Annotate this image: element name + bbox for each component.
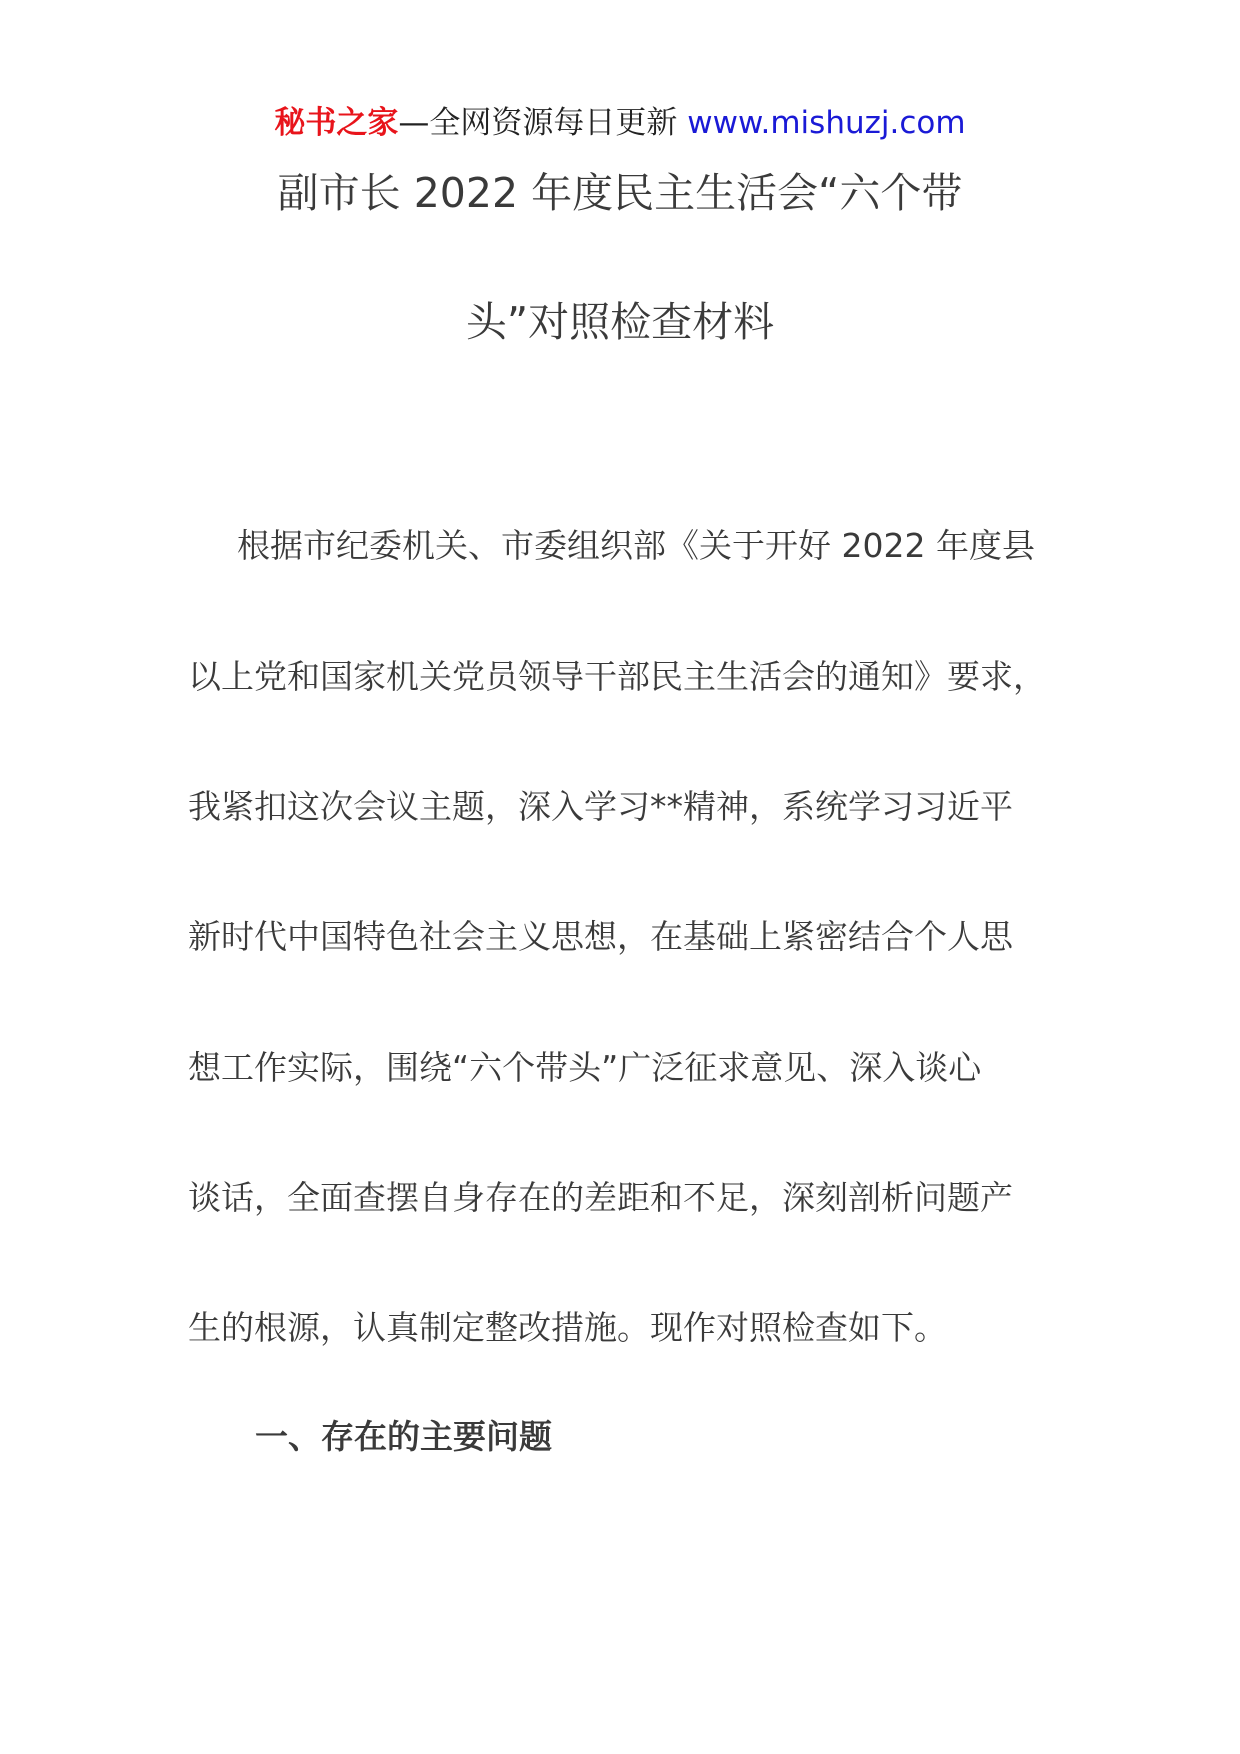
site-brand: 秘书之家 (274, 105, 399, 141)
body-paragraph-line-5: 想工作实际，围绕“六个带头”广泛征求意见、深入谈心 (188, 1048, 982, 1087)
body-paragraph-line-4: 新时代中国特色社会主义思想，在基础上紧密结合个人思 (188, 917, 1013, 956)
body-paragraph-line-3: 我紧扣这次会议主题，深入学习**精神，系统学习习近平 (188, 787, 1013, 826)
site-url-link[interactable]: www.mishuzj.com (687, 105, 966, 141)
site-header (0, 100, 1240, 146)
site-tagline: —全网资源每日更新 (398, 105, 678, 141)
body-paragraph-line-7: 生的根源，认真制定整改措施。现作对照检查如下。 (188, 1308, 947, 1347)
document-title-line-1: 副市长 2022 年度民主生活会“六个带 (277, 169, 963, 217)
body-paragraph-line-1: 根据市纪委机关、市委组织部《关于开好 2022 年度县 (237, 526, 1035, 565)
body-paragraph-line-2: 以上党和国家机关党员领导干部民主生活会的通知》要求， (188, 657, 1046, 696)
body-paragraph-line-6: 谈话，全面查摆自身存在的差距和不足，深刻剖析问题产 (188, 1178, 1013, 1217)
section-heading: 一、存在的主要问题 (255, 1417, 552, 1456)
document-title-line-2: 头”对照检查材料 (465, 298, 775, 346)
